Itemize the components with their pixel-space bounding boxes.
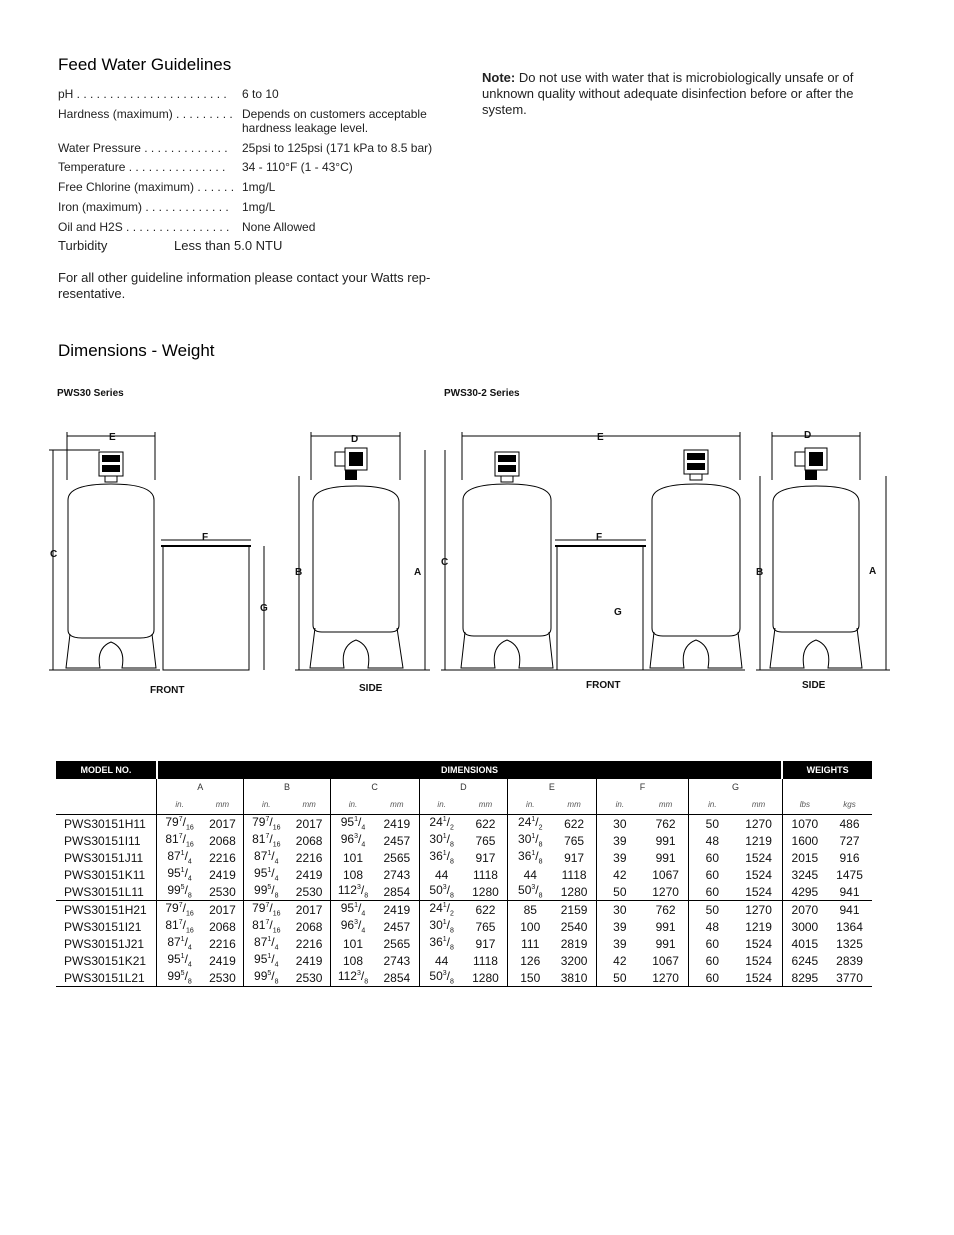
value-cell: $24^1/_2$ (419, 901, 464, 919)
value-cell: $36^1/_8$ (508, 849, 553, 866)
value-cell: 50 (596, 883, 643, 901)
feed-value: None Allowed (242, 220, 316, 234)
value-cell: 991 (655, 936, 676, 951)
model-cell: PWS30151H21 (56, 901, 157, 919)
value-cell: 991 (655, 833, 676, 848)
value-cell: $95^1/_4$ (244, 952, 289, 969)
dim-letter-f: F (202, 532, 209, 543)
note-text: Do not use with water that is microbiologically unsafe or of unknown quality without adequate disinfection before or after the system. (482, 70, 854, 117)
unit-mm: mm (302, 799, 316, 809)
value-cell: 1067 (652, 867, 679, 882)
note-label: Note: (482, 70, 516, 85)
value-cell: 108 (330, 952, 375, 969)
model-cell: PWS30151H11 (56, 815, 157, 833)
dims-title: Dimensions - Weight (58, 341, 215, 360)
value-cell: 85 (508, 901, 553, 919)
value-cell: 1524 (745, 850, 772, 865)
unit-mm: mm (751, 799, 766, 809)
value-cell: 2419 (375, 901, 419, 919)
value-cell: 765 (475, 833, 496, 848)
value-cell: 3000 (782, 918, 827, 935)
value-cell: $79^7/_{16}$ (157, 815, 202, 833)
column-letter: A (157, 779, 244, 794)
value-cell: 101 (330, 935, 375, 952)
unit-in: in. (157, 794, 202, 815)
value-cell: $36^1/_8$ (419, 849, 464, 866)
series-pws30: PWS30 Series (57, 388, 124, 399)
table-row (56, 832, 872, 849)
feed-value: Depends on customers acceptable hardness leakage level. (242, 107, 427, 135)
value-cell: $99^5/_8$ (244, 883, 289, 901)
value-cell: 2216 (209, 936, 236, 951)
value-cell: 39 (596, 935, 643, 952)
value-cell: 1270 (652, 884, 679, 899)
value-cell: 1219 (745, 833, 772, 848)
table-row (56, 969, 872, 987)
value-cell: 2839 (836, 953, 863, 968)
value-cell: 765 (564, 833, 585, 848)
value-cell: 150 (508, 969, 553, 987)
turbidity-label: Turbidity (58, 238, 108, 253)
value-cell: $99^5/_8$ (244, 969, 289, 987)
value-cell: 101 (330, 849, 375, 866)
value-cell: $50^3/_8$ (508, 883, 553, 901)
value-cell: 4015 (782, 935, 827, 952)
value-cell: 622 (552, 815, 596, 833)
value-cell: $30^1/_8$ (419, 918, 464, 935)
feed-key: Water Pressure . . . . . . . . . . . . . (58, 141, 228, 155)
model-cell: PWS30151J21 (64, 936, 145, 951)
model-cell: PWS30151K21 (64, 953, 147, 968)
dim-letter-e: E (109, 432, 116, 443)
model-cell: PWS30151I11 (64, 833, 141, 848)
feed-row (58, 160, 353, 177)
column-letter: F (596, 779, 688, 794)
unit-lbs: lbs (782, 794, 827, 815)
value-cell: 50 (596, 969, 643, 987)
value-cell: 1270 (735, 901, 782, 919)
table-row (56, 883, 872, 901)
value-cell: 39 (596, 832, 643, 849)
dim-letter-d: D (351, 434, 359, 445)
value-cell: 30 (596, 815, 643, 833)
empty-cell (56, 779, 157, 794)
unit-in: in. (596, 794, 643, 815)
contact-text: For all other guideline information please contact your Watts rep-resentative. (58, 270, 431, 301)
value-cell: 2068 (295, 919, 323, 934)
value-cell: 486 (827, 815, 872, 833)
value-cell: 2743 (383, 867, 411, 882)
value-cell: $24^1/_2$ (508, 815, 553, 833)
value-cell: 3200 (560, 953, 588, 968)
value-cell: $79^7/_{16}$ (244, 901, 289, 919)
empty-cell (782, 779, 872, 794)
value-cell: 917 (564, 850, 585, 865)
dim-letter-c: C (441, 557, 449, 568)
value-cell: 917 (475, 850, 496, 865)
dim-letter-b: B (295, 567, 303, 578)
value-cell: $36^1/_8$ (419, 935, 464, 952)
value-cell: 2457 (383, 833, 411, 848)
value-cell: $50^3/_8$ (419, 969, 464, 987)
feed-value: 25psi to 125psi (171 kPa to 8.5 bar) (242, 141, 433, 155)
unit-mm: mm (390, 799, 404, 809)
value-cell: 2159 (552, 901, 596, 919)
column-letter: B (244, 779, 331, 794)
series-pws30-2: PWS30-2 Series (444, 388, 520, 399)
feed-row (58, 220, 316, 237)
value-cell: $87^1/_4$ (244, 935, 289, 952)
value-cell: 39 (596, 918, 643, 935)
value-cell: 727 (839, 833, 860, 848)
value-cell: $112^3/_8$ (330, 969, 375, 987)
value-cell: 50 (689, 901, 736, 919)
dim-letter-d: D (804, 430, 812, 441)
value-cell: $95^1/_4$ (244, 866, 289, 883)
value-cell: 48 (689, 918, 736, 935)
dim-letter-b: B (756, 567, 764, 578)
value-cell: 2017 (288, 815, 330, 833)
column-letter: G (689, 779, 782, 794)
dim-letter-g: G (260, 603, 268, 614)
value-cell: 42 (596, 866, 643, 883)
value-cell: $81^7/_{16}$ (244, 918, 289, 935)
value-cell: $24^1/_2$ (419, 815, 464, 833)
value-cell: 2017 (202, 901, 244, 919)
value-cell: 2017 (288, 901, 330, 919)
column-letter: D (419, 779, 508, 794)
value-cell: 100 (508, 918, 553, 935)
value-cell: $87^1/_4$ (157, 849, 202, 866)
value-cell: 991 (655, 850, 676, 865)
value-cell: 916 (839, 850, 860, 865)
value-cell: 991 (655, 919, 676, 934)
value-cell: 762 (643, 815, 689, 833)
value-cell: 50 (689, 815, 736, 833)
value-cell: 1280 (472, 884, 499, 899)
value-cell: 1524 (735, 969, 782, 987)
value-cell: 941 (827, 901, 872, 919)
feed-value: 1mg/L (242, 180, 276, 194)
value-cell: 2530 (202, 969, 244, 987)
feed-value: 34 - 110°F (1 - 43°C) (242, 160, 353, 174)
value-cell: 3810 (552, 969, 596, 987)
feed-value: 6 to 10 (242, 87, 279, 101)
value-cell: 60 (689, 866, 736, 883)
value-cell: $81^7/_{16}$ (244, 832, 289, 849)
value-cell: 1524 (745, 867, 772, 882)
value-cell: $96^3/_4$ (330, 918, 375, 935)
value-cell: 1118 (473, 953, 498, 968)
value-cell: 2530 (288, 969, 330, 987)
value-cell: 2068 (209, 833, 236, 848)
value-cell: 2854 (383, 884, 411, 899)
value-cell: 60 (689, 935, 736, 952)
model-cell: PWS30151J11 (64, 850, 144, 865)
feed-row (58, 107, 427, 135)
value-cell: 2419 (295, 867, 323, 882)
value-cell: 2419 (209, 953, 236, 968)
value-cell: 2216 (209, 850, 236, 865)
column-letter: C (330, 779, 419, 794)
value-cell: 2530 (295, 884, 323, 899)
front-label: FRONT (150, 685, 185, 696)
note (482, 70, 874, 118)
value-cell: 622 (464, 901, 508, 919)
value-cell: 917 (475, 936, 496, 951)
value-cell: $79^7/_{16}$ (244, 815, 289, 833)
value-cell: 1070 (782, 815, 827, 833)
turbidity-value: Less than 5.0 NTU (174, 238, 283, 253)
value-cell: 941 (839, 884, 860, 899)
feed-key: Oil and H2S . . . . . . . . . . . . . . . . (58, 220, 230, 234)
value-cell: 2854 (375, 969, 419, 987)
turbidity-row (58, 238, 283, 253)
dimensions-table (56, 761, 872, 987)
value-cell: 1364 (836, 919, 863, 934)
feed-key: Temperature . . . . . . . . . . . . . . . (58, 160, 226, 174)
value-cell: 1280 (464, 969, 508, 987)
value-cell: 3245 (782, 866, 827, 883)
table-row (56, 849, 872, 866)
table-row (56, 935, 872, 952)
value-cell: 1280 (560, 884, 588, 899)
feed-row (58, 87, 279, 104)
value-cell: 2419 (209, 867, 236, 882)
value-cell: 44 (419, 952, 464, 969)
value-cell: 1118 (561, 867, 587, 882)
value-cell: 2565 (383, 936, 411, 951)
value-cell: $30^1/_8$ (419, 832, 464, 849)
value-cell: 1524 (745, 936, 772, 951)
dim-letter-c: C (50, 549, 58, 560)
value-cell: $112^3/_8$ (330, 883, 375, 901)
value-cell: 1524 (745, 953, 772, 968)
value-cell: 126 (508, 952, 553, 969)
header-model: MODEL NO. (56, 761, 157, 779)
value-cell: $81^7/_{16}$ (157, 918, 202, 935)
value-cell: $95^1/_4$ (330, 815, 375, 833)
value-cell: $95^1/_4$ (157, 866, 202, 883)
unit-in: in. (244, 794, 289, 815)
value-cell: 2017 (202, 815, 244, 833)
value-cell: $79^7/_{16}$ (157, 901, 202, 919)
value-cell: 60 (689, 883, 736, 901)
model-cell: PWS30151K11 (64, 867, 146, 882)
dim-letter-a: A (869, 566, 877, 577)
value-cell: 39 (596, 849, 643, 866)
value-cell: 2068 (209, 919, 236, 934)
column-letter: E (508, 779, 597, 794)
value-cell: $87^1/_4$ (157, 935, 202, 952)
feed-title: Feed Water Guidelines (58, 55, 232, 74)
value-cell: $99^5/_8$ (157, 969, 202, 987)
front-label: FRONT (586, 680, 621, 691)
unit-in: in. (330, 794, 375, 815)
table-row (56, 901, 872, 919)
value-cell: 44 (508, 866, 553, 883)
value-cell: $87^1/_4$ (244, 849, 289, 866)
value-cell: 44 (419, 866, 464, 883)
header-weights: WEIGHTS (782, 761, 872, 779)
table-row (56, 918, 872, 935)
side-label: SIDE (802, 680, 826, 691)
value-cell: 2216 (295, 850, 323, 865)
value-cell: 4295 (782, 883, 827, 901)
value-cell: $95^1/_4$ (157, 952, 202, 969)
value-cell: 2419 (375, 815, 419, 833)
value-cell: 1219 (745, 919, 772, 934)
value-cell: 2216 (295, 936, 323, 951)
value-cell: 6245 (782, 952, 827, 969)
header-dimensions: DIMENSIONS (157, 761, 782, 779)
unit-in: in. (689, 794, 736, 815)
value-cell: $81^7/_{16}$ (157, 832, 202, 849)
feed-key: pH . . . . . . . . . . . . . . . . . . . . . . . (58, 87, 227, 101)
value-cell: 42 (596, 952, 643, 969)
value-cell: 1524 (745, 884, 772, 899)
dim-letter-g: G (614, 607, 622, 618)
value-cell: 1600 (782, 832, 827, 849)
value-cell: 48 (689, 832, 736, 849)
dimension-drawings (0, 420, 954, 710)
value-cell: 622 (464, 815, 508, 833)
value-cell: $96^3/_4$ (330, 832, 375, 849)
value-cell: $30^1/_8$ (508, 832, 553, 849)
table-row (56, 952, 872, 969)
value-cell: $95^1/_4$ (330, 901, 375, 919)
value-cell: 108 (330, 866, 375, 883)
unit-in: in. (419, 794, 464, 815)
value-cell: $50^3/_8$ (419, 883, 464, 901)
table-row (56, 866, 872, 883)
value-cell: 2068 (295, 833, 323, 848)
model-cell: PWS30151L11 (64, 884, 144, 899)
feed-value: 1mg/L (242, 200, 276, 214)
value-cell: 2070 (782, 901, 827, 919)
unit-mm: mm (658, 799, 673, 809)
value-cell: 111 (508, 935, 553, 952)
value-cell: 762 (643, 901, 689, 919)
value-cell: $99^5/_8$ (157, 883, 202, 901)
value-cell: 8295 (782, 969, 827, 987)
value-cell: 1118 (473, 867, 498, 882)
unit-mm: mm (478, 799, 493, 809)
value-cell: 1325 (836, 936, 863, 951)
value-cell: 2419 (295, 953, 323, 968)
unit-kgs: kgs (843, 799, 856, 809)
model-cell: PWS30151I21 (64, 919, 142, 934)
value-cell: 2565 (383, 850, 411, 865)
feed-row (58, 141, 433, 158)
value-cell: 1475 (836, 867, 863, 882)
value-cell: 2015 (782, 849, 827, 866)
value-cell: 1067 (652, 953, 679, 968)
value-cell: 30 (596, 901, 643, 919)
feed-key: Hardness (maximum) . . . . . . . . . (58, 107, 233, 121)
value-cell: 765 (475, 919, 496, 934)
table-row (56, 815, 872, 833)
value-cell: 3770 (827, 969, 872, 987)
value-cell: 2743 (383, 953, 411, 968)
side-label: SIDE (359, 683, 383, 694)
empty-cell (56, 794, 157, 815)
value-cell: 2457 (383, 919, 411, 934)
dim-letter-f: F (596, 532, 603, 543)
unit-mm: mm (567, 799, 581, 809)
value-cell: 60 (689, 969, 736, 987)
unit-mm: mm (215, 799, 230, 809)
value-cell: 1270 (643, 969, 689, 987)
value-cell: 2819 (560, 936, 588, 951)
unit-in: in. (508, 794, 553, 815)
value-cell: 2530 (209, 884, 236, 899)
pws30-front-drawing (49, 432, 264, 670)
value-cell: 1270 (735, 815, 782, 833)
feed-row (58, 180, 276, 197)
feed-row (58, 200, 276, 217)
dim-letter-e: E (597, 432, 604, 443)
dim-letter-a: A (414, 567, 422, 578)
value-cell: 2540 (560, 919, 588, 934)
model-cell: PWS30151L21 (56, 969, 157, 987)
value-cell: 60 (689, 952, 736, 969)
value-cell: 60 (689, 849, 736, 866)
feed-key: Free Chlorine (maximum) . . . . . . (58, 180, 235, 194)
feed-key: Iron (maximum) . . . . . . . . . . . . . (58, 200, 229, 214)
